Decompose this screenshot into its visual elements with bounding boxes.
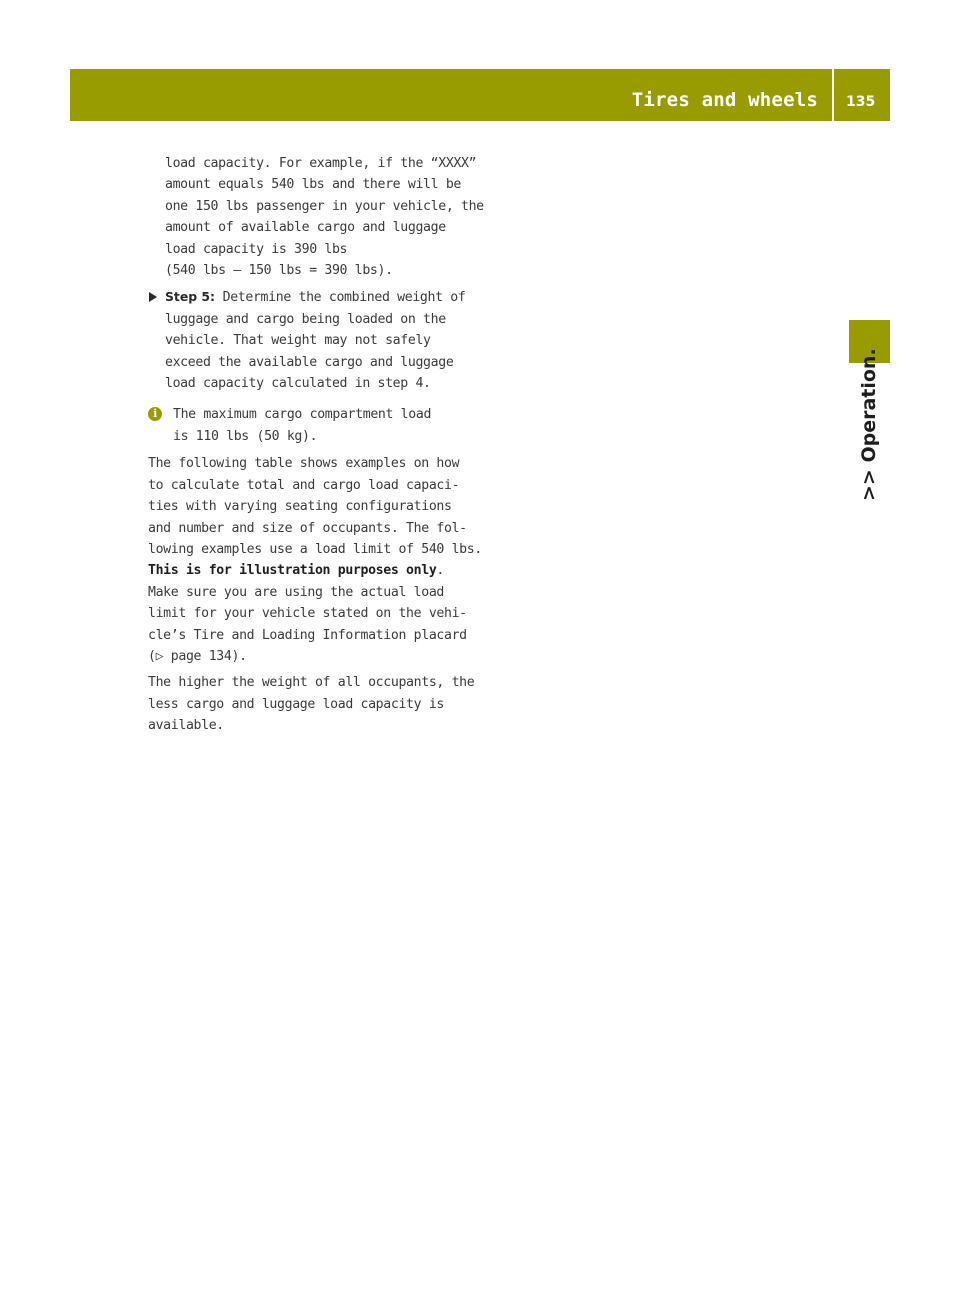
text-line: vehicle. That weight may not safely [165,333,431,349]
text-line: available. [148,718,224,734]
text-line: ties with varying seating configurations [148,499,452,515]
info-note [148,404,488,447]
text-line: load capacity. For example, if the “XXXX” [165,156,477,171]
page-number: 135 [846,94,876,110]
side-tab-label: >> Operation. [858,348,880,501]
section-title: Tires and wheels [631,89,818,111]
step-first-line-text: Determine the combined weight of [215,290,466,306]
text-line: amount equals 540 lbs and there will be [165,177,461,193]
paragraph-occupant-weight [148,672,488,736]
step-first-line [165,286,488,308]
body-content [148,153,488,742]
text-line: cle’s Tire and Loading Information placard [148,627,467,643]
text-line: luggage and cargo being loaded on the [165,311,446,327]
step-label: Step 5: [165,289,216,305]
bold-line [148,560,488,581]
text-line: The maximum cargo compartment load [173,407,432,423]
text-line: less cargo and luggage load capacity is [148,696,444,712]
text-line: Make sure you are using the actual load [148,584,444,600]
header-bar [70,69,890,121]
step-arrow-icon [149,292,157,302]
text-line: The following table shows examples on how [148,456,460,472]
info-icon: i [148,407,162,421]
text-line: The higher the weight of all occupants, the [148,675,475,691]
text-line: lowing examples use a load limit of 540 lbs. [148,541,482,557]
page-reference[interactable]: (▷ page 134). [148,648,247,664]
text-line: limit for your vehicle stated on the vehi- [148,606,467,622]
text-line: amount of available cargo and luggage [165,220,446,236]
text-line: one 150 lbs passenger in your vehicle, the [165,198,484,214]
text-line: and number and size of occupants. The fol- [148,520,467,536]
continuation-text [148,153,488,281]
text-line: load capacity is 390 lbs [165,241,348,257]
text-line: exceed the available cargo and luggage [165,354,454,370]
paragraph-table-intro [148,453,488,667]
emphasis-suffix: . [436,563,444,579]
header-divider [832,69,834,121]
text-line: load capacity calculated in step 4. [165,376,431,392]
text-line: (540 lbs – 150 lbs = 390 lbs). [165,263,393,279]
text-line: to calculate total and cargo load capaci- [148,477,460,493]
text-line: is 110 lbs (50 kg). [173,428,318,444]
emphasis-text: This is for illustration purposes only [148,563,437,579]
step-5 [148,286,488,394]
